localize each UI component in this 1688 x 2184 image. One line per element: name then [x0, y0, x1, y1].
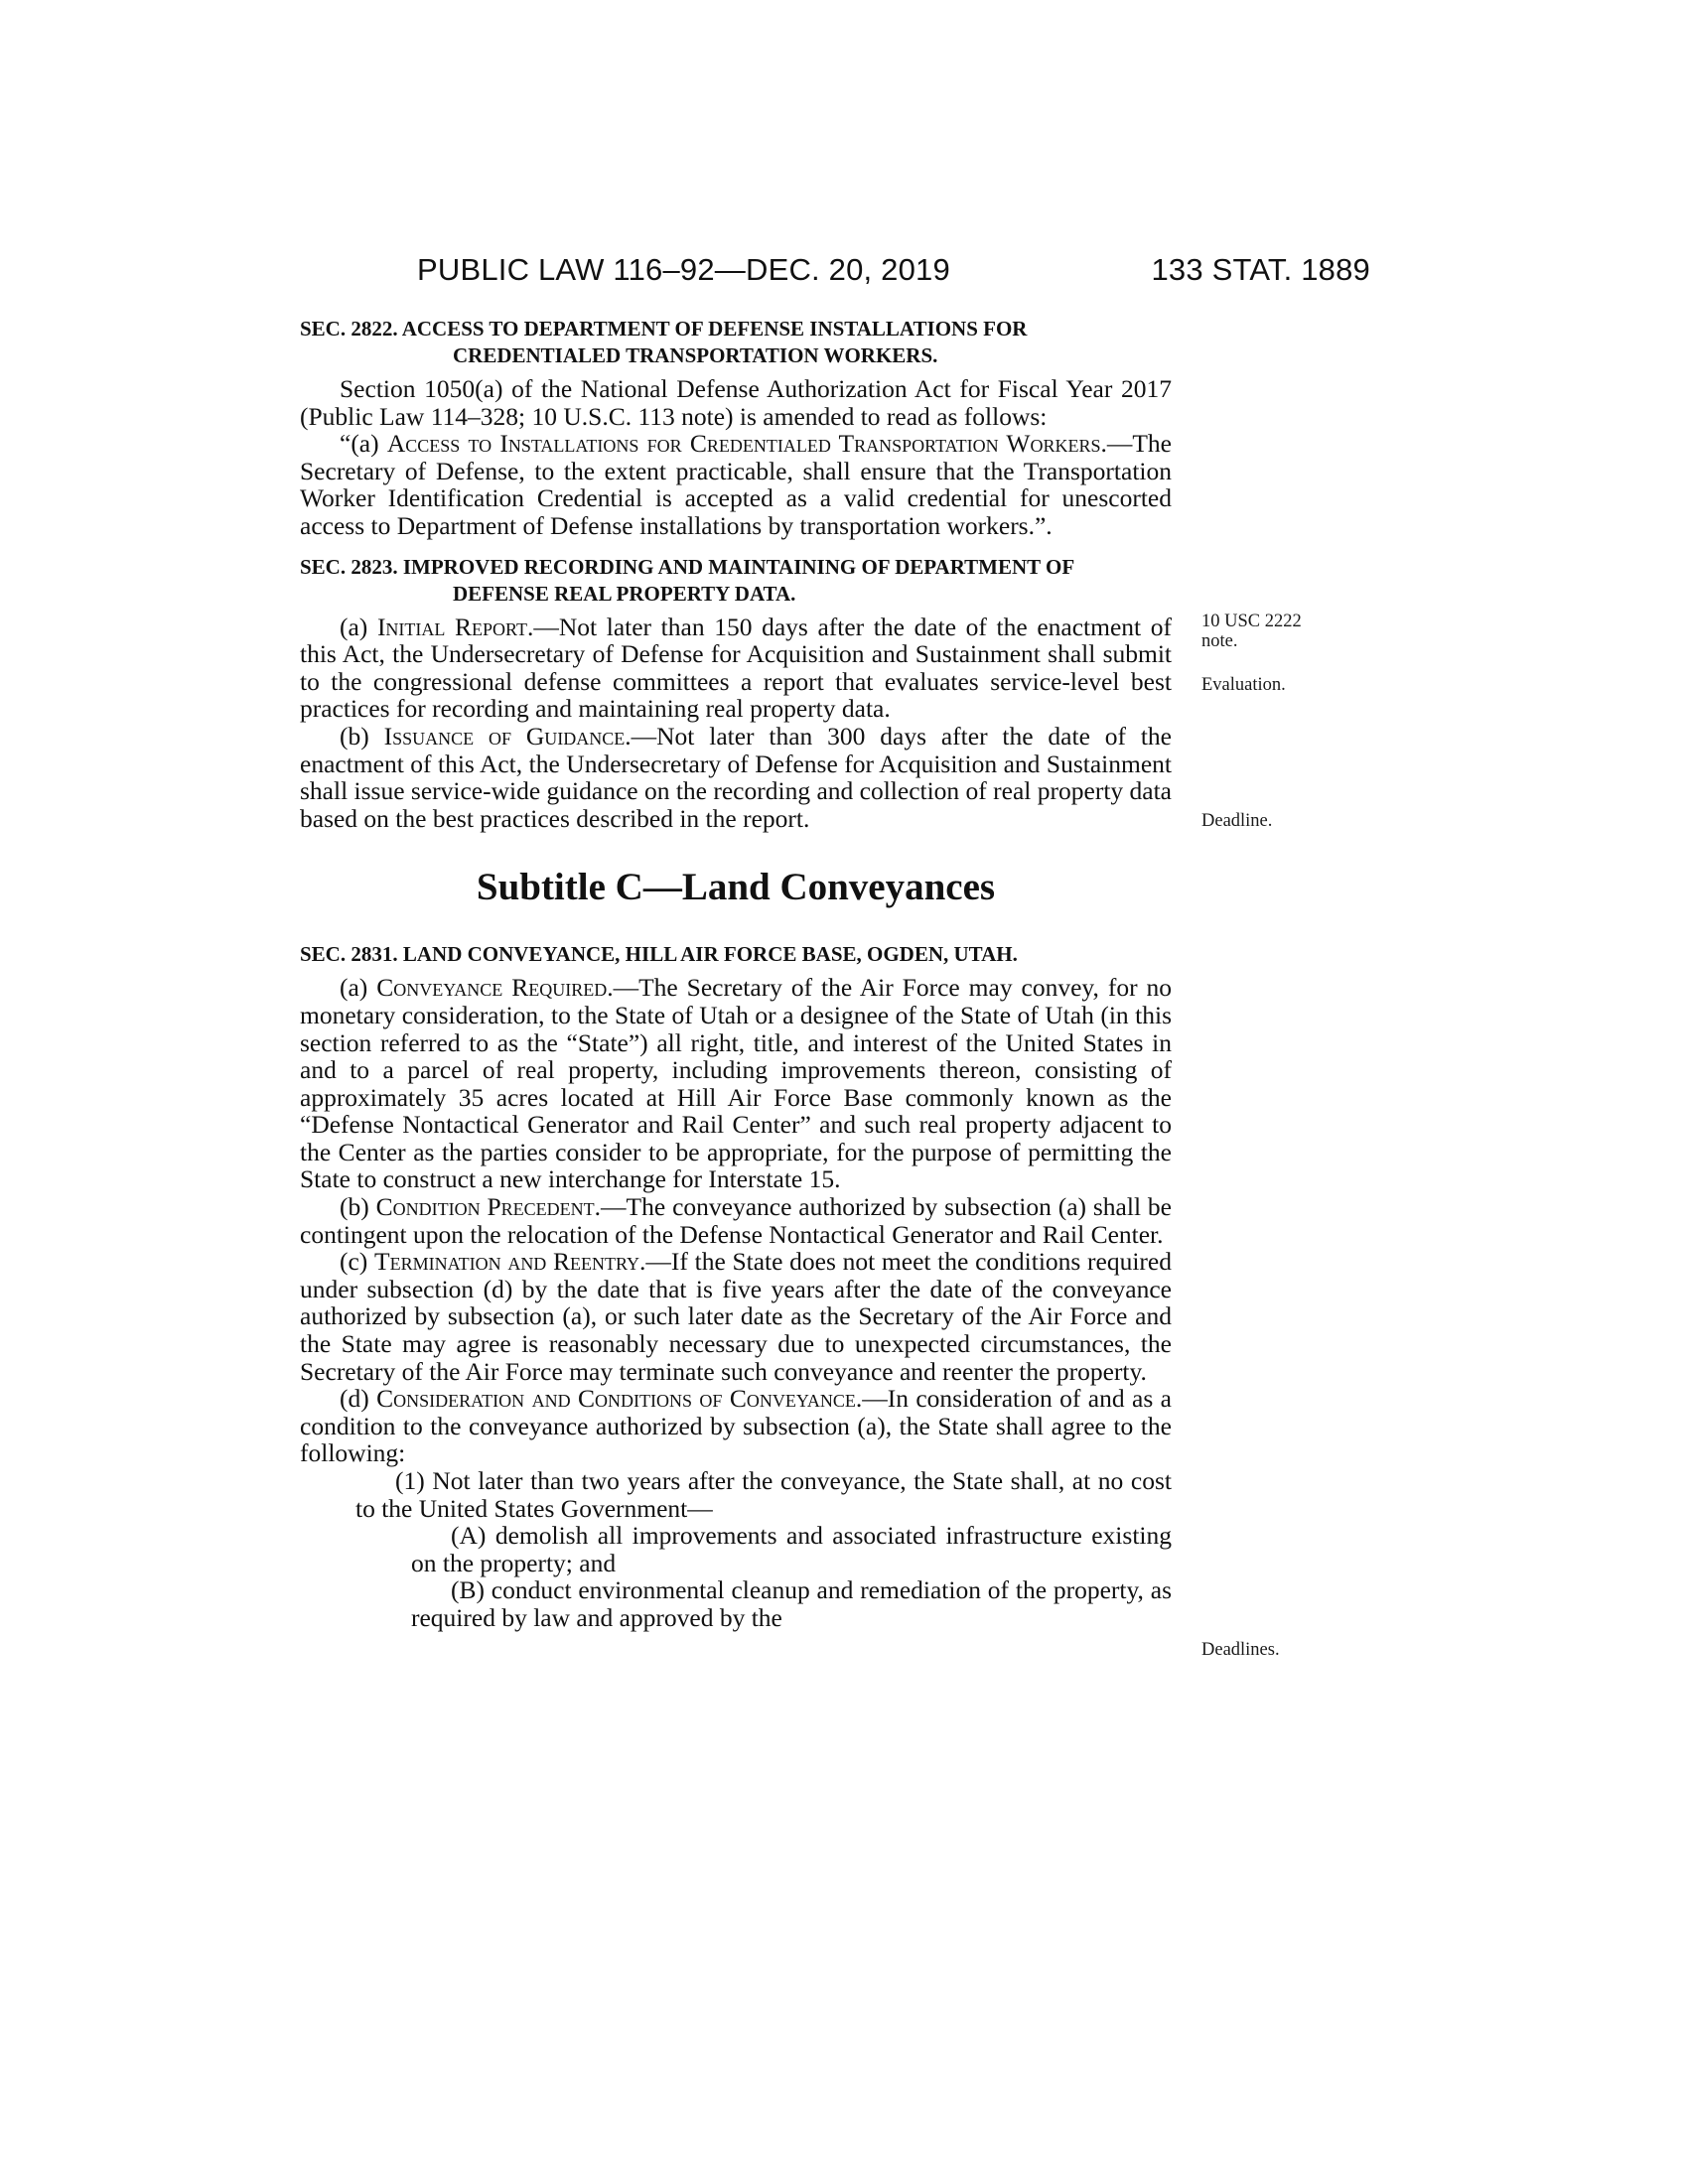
quote-body: —The Secretary of Defense, to the extent practicable, shall ensure that the Transportation Worker Identification Credential is accepted as a valid credential for unescorted access to Department of Defense installations by transportation workers.”. — [300, 429, 1172, 540]
subparagraph-d-1-A: (A) demolish all improvements and associated infrastructure existing on the property; and — [411, 1521, 1172, 1577]
section-2822-intro: Section 1050(a) of the National Defense Authorization Act for Fiscal Year 2017 (Public Law 114–328; 10 U.S.C. 113 note) is amended to read as follows: — [300, 374, 1172, 431]
margin-note-evaluation: Evaluation. — [1201, 675, 1286, 695]
subsection-lead: (a) — [340, 612, 377, 641]
margin-note-usc: 10 USC 2222 note. — [1201, 612, 1302, 651]
subsection-body: —Not later than 150 days after the date of the enactment of this Act, the Undersecretary of Defense for Acquisition and Sustainment shall submit to the congressional defense committees a report that evaluates service-level best practices for recording and maintaining real property data. — [300, 612, 1172, 724]
document-body — [300, 316, 1172, 1632]
subsection-body: —Not later than 300 days after the date of the enactment of this Act, the Undersecretary of Defense for Acquisition and Sustainment shall issue service-wide guidance on the recording and collection of real property data based on the best practices described in the report. — [300, 721, 1173, 833]
subsection-body: —In consideration of and as a condition to the conveyance authorized by subsection (a), the State shall agree to the following: — [300, 1384, 1173, 1468]
margin-note-deadline: Deadline. — [1201, 811, 1273, 831]
subsection-lead: (c) — [340, 1247, 375, 1277]
quote-heading: Access to Installations for Credentialed Transportation Workers. — [386, 429, 1107, 459]
section-2831-subsection-c — [300, 1248, 1172, 1385]
subsection-heading: Conveyance Required. — [376, 973, 614, 1003]
section-2823-heading: SEC. 2823. IMPROVED RECORDING AND MAINTAINING OF DEPARTMENT OF DEFENSE REAL PROPERTY DATA. — [300, 554, 1074, 606]
paragraph-d-1: (1) Not later than two years after the conveyance, the State shall, at no cost to the United States Government— — [355, 1466, 1172, 1523]
running-head-title: PUBLIC LAW 116–92—DEC. 20, 2019 — [417, 252, 950, 287]
subsection-body: —The Secretary of the Air Force may convey, for no monetary consideration, to the State of Utah or a designee of the State of Utah (in this section referred to as the “State”) all right, title, and interest of the United States in and to a parcel of real property, including improvements thereon, consisting of approximately 35 acres located at Hill Air Force Base commonly known as the “Defense Nontactical Generator and Rail Center” and such real property adjacent to the Center as the parties consider to be appropriate, for the purpose of permitting the State to construct a new interchange for Interstate 15. — [300, 973, 1173, 1194]
subsection-heading: Issuance of Guidance. — [383, 721, 632, 751]
section-2823-subsection-b — [300, 723, 1172, 832]
subsection-heading: Initial Report. — [376, 612, 534, 641]
statute-page-number: 133 STAT. 1889 — [1151, 252, 1370, 287]
section-2822-quoted-subsection — [300, 430, 1172, 539]
subsection-lead: (b) — [340, 1192, 376, 1222]
subsection-body: —The conveyance authorized by subsection (a) shall be contingent upon the relocation of the Defense Nontactical Generator and Rail Center. — [300, 1192, 1172, 1249]
margin-note-deadlines: Deadlines. — [1201, 1640, 1280, 1660]
section-2831-subsection-d — [300, 1385, 1172, 1467]
running-head — [298, 250, 1370, 290]
subsection-lead: (b) — [340, 721, 384, 751]
section-2831-subsection-b — [300, 1193, 1172, 1248]
section-2831-heading: SEC. 2831. LAND CONVEYANCE, HILL AIR FORCE BASE, OGDEN, UTAH. — [300, 942, 1018, 967]
subsection-heading: Termination and Reentry. — [374, 1247, 646, 1277]
subtitle-heading: Subtitle C—Land Conveyances — [476, 866, 996, 909]
subparagraph-d-1-B: (B) conduct environmental cleanup and remediation of the property, as required by law and approved by the — [411, 1575, 1172, 1632]
quote-lead: “(a) — [340, 429, 387, 459]
subsection-heading: Consideration and Conditions of Conveyance. — [376, 1384, 863, 1414]
section-2822-heading: SEC. 2822. ACCESS TO DEPARTMENT OF DEFENSE INSTALLATIONS FOR CREDENTIALED TRANSPORTATION WORKERS. — [300, 317, 1028, 367]
section-2823-subsection-a — [300, 614, 1172, 723]
subsection-body: —If the State does not meet the conditions required under subsection (d) by the date that is five years after the date of the conveyance authorized by subsection (a), or such later date as the Secretary of the Air Force and the State may agree is reasonably necessary due to unexpected circumstances, the Secretary of the Air Force may terminate such conveyance and reenter the property. — [300, 1247, 1172, 1386]
subsection-lead: (d) — [340, 1384, 377, 1414]
subsection-heading: Condition Precedent. — [375, 1192, 602, 1222]
subsection-lead: (a) — [340, 973, 377, 1003]
section-2831-subsection-a — [300, 974, 1172, 1193]
